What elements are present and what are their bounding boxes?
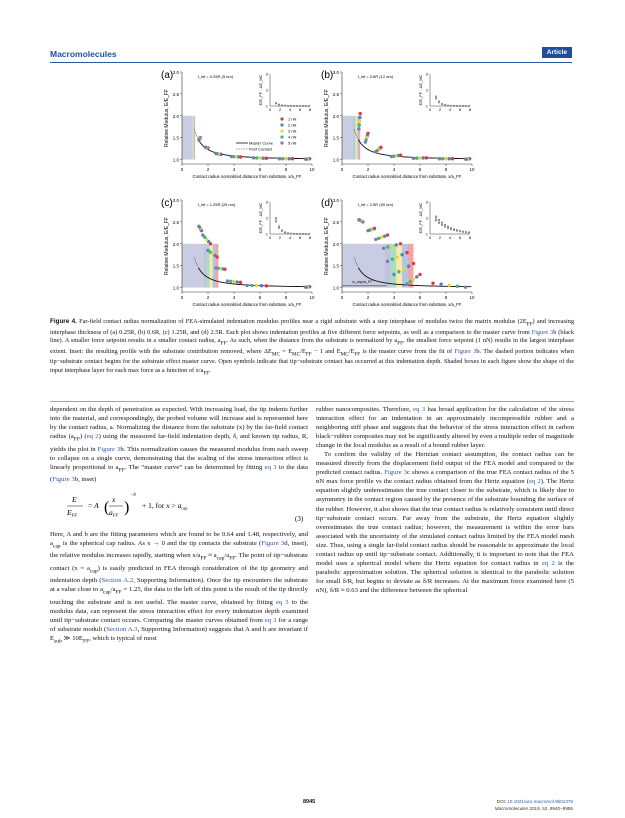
svg-text:8: 8: [308, 107, 312, 112]
equation-3: [50, 488, 308, 526]
section-divider: [50, 401, 574, 402]
svg-text:2.0: 2.0: [172, 113, 179, 119]
svg-text:1.0: 1.0: [172, 285, 179, 291]
svg-text:0: 0: [268, 235, 272, 240]
svg-text:8: 8: [308, 235, 312, 240]
eq-3-link[interactable]: eq 3: [264, 616, 277, 624]
svg-text:t_int = 0.25R (5 nm): t_int = 0.25R (5 nm): [197, 74, 234, 79]
svg-text:x: x: [112, 495, 116, 505]
svg-text:1.0: 1.0: [332, 157, 339, 163]
eq-2-link[interactable]: eq 2: [541, 559, 555, 567]
figure-3-link[interactable]: Figure 3: [531, 328, 554, 336]
svg-text:2.0: 2.0: [172, 241, 179, 247]
svg-text:(d): (d): [321, 198, 334, 209]
svg-text:Relative Modulus, E/E_FF: Relative Modulus, E/E_FF: [164, 88, 170, 148]
svg-text:Contact radius normalized dist: Contact radius normalized distance from substrate, x/a_FF: [192, 174, 302, 179]
eq-3-link[interactable]: eq 3: [275, 598, 289, 606]
svg-text:4: 4: [448, 107, 452, 112]
svg-text:1: 1: [265, 231, 268, 237]
svg-text:EFF: $E_{FF}$: [67, 508, 78, 518]
svg-text:10: 10: [309, 167, 315, 172]
svg-text:10: 10: [469, 167, 475, 172]
svg-text:E/E_FF - ΔE_MC: E/E_FF - ΔE_MC: [258, 74, 263, 106]
svg-text:0: 0: [428, 107, 432, 112]
svg-text:8: 8: [284, 295, 288, 300]
svg-text:3.0: 3.0: [172, 70, 179, 75]
page-number: 8945: [303, 799, 316, 805]
svg-text:10: 10: [469, 295, 475, 300]
svg-text:2: 2: [438, 107, 442, 112]
svg-text:Contact radius normalized dist: Contact radius normalized distance from substrate, x/a_FF: [352, 174, 462, 179]
svg-text:t_int = 1.25R (25 nm): t_int = 1.25R (25 nm): [197, 202, 236, 207]
svg-text:Relative Modulus, E/E_FF: Relative Modulus, E/E_FF: [324, 216, 330, 276]
svg-text:1: 1: [425, 231, 428, 237]
paragraph: rubber nanocomposites. Therefore, eq 3 has broad application for the calculation of the stress interaction effect for an indentation in an approximately incompressible rubber and a neighboring stiff phase and suggests that the behavior of the stress interaction effect in carbon black−rubber composites may not be significantly altered by even a multiple order of magnitude change in the local modulus as a result of a bound rubber layer.: [316, 406, 575, 450]
svg-text:−b: −b: [130, 493, 136, 499]
svg-text:4: 4: [392, 295, 396, 300]
svg-text:1.5: 1.5: [172, 263, 179, 269]
section-a2-link[interactable]: Section A.2: [101, 577, 134, 585]
svg-text:2: 2: [278, 235, 282, 240]
svg-text:1.5: 1.5: [332, 263, 339, 269]
figure-4: [160, 64, 480, 319]
footer-citation: DOI: 10.1021/acs.macromol.9b01378 Macromolecules 2019, 52, 8940−8955: [494, 799, 573, 811]
svg-text:3 nN: 3 nN: [288, 128, 297, 134]
svg-text:0: 0: [428, 235, 432, 240]
svg-text:6: 6: [418, 295, 422, 300]
svg-text:2: 2: [265, 215, 268, 221]
svg-text:1.5: 1.5: [332, 135, 339, 141]
svg-text:6: 6: [458, 235, 462, 240]
svg-text:2 nN: 2 nN: [288, 122, 297, 128]
svg-text:2: 2: [206, 167, 210, 172]
svg-text:): ): [124, 499, 130, 517]
svg-text:1 nN: 1 nN: [288, 116, 297, 122]
right-column: [316, 405, 574, 595]
svg-text:6: 6: [418, 167, 422, 172]
svg-text:2: 2: [425, 215, 428, 221]
svg-text:2: 2: [206, 295, 210, 300]
svg-text:4: 4: [392, 167, 396, 172]
figure-3-link[interactable]: Figure 3: [384, 469, 408, 477]
svg-text:2.5: 2.5: [332, 219, 339, 225]
svg-text:3: 3: [265, 71, 268, 77]
svg-text:t_int = 0.6R (12 nm): t_int = 0.6R (12 nm): [357, 74, 394, 79]
svg-text:= A: = A: [88, 501, 99, 511]
svg-text:5 nN: 5 nN: [288, 140, 297, 146]
svg-text:1.0: 1.0: [332, 285, 339, 291]
svg-text:t_int = 2.5R (50 nm): t_int = 2.5R (50 nm): [357, 202, 394, 207]
svg-text:10: 10: [309, 295, 315, 300]
doi-link[interactable]: 10.1021/acs.macromol.9b01378: [507, 799, 573, 804]
svg-text:4: 4: [288, 235, 292, 240]
svg-text:2: 2: [278, 107, 282, 112]
svg-text:8: 8: [468, 107, 472, 112]
chart-c: [160, 192, 320, 320]
svg-text:3: 3: [265, 199, 268, 205]
svg-text:3.0: 3.0: [332, 198, 339, 203]
svg-text:E/E_FF - ΔE_MC: E/E_FF - ΔE_MC: [418, 74, 423, 106]
svg-text:Relative Modulus, E/E_FF: Relative Modulus, E/E_FF: [164, 216, 170, 276]
figure-3-link-2[interactable]: Figure 3: [454, 347, 477, 355]
svg-text:2: 2: [366, 167, 370, 172]
chart-a: [160, 64, 320, 192]
svg-text:3: 3: [425, 199, 428, 205]
figure-3-link[interactable]: Figure 3: [261, 540, 285, 548]
svg-text:8: 8: [284, 167, 288, 172]
svg-text:E/E_FF - ΔE_MC: E/E_FF - ΔE_MC: [418, 202, 423, 234]
svg-text:2: 2: [438, 235, 442, 240]
svg-text:3: 3: [425, 71, 428, 77]
journal-title: Macromolecules: [50, 49, 117, 59]
svg-text:3.0: 3.0: [332, 70, 339, 75]
svg-text:1.0: 1.0: [172, 157, 179, 163]
figure-caption: Figure 4. Far-field contact radius normalization of FEA-simulated indentation modulus profiles near a rigid substrate with a step interphase of modulus twice the matrix modulus $(2E_{FF})$ and increasing interphase thickness of (a) 0.25R, (b) 0.6R, (c) 1.25R, and (d) 2.5R. Each plot shows indentation profiles at five different force setpoints, as well as a comparison to the master curve from Figure 3b (black line). A smaller force setpoint results in a smaller contact radius, $a_{FF}$. As such, when the distance from the substrate is normalized by $a_{FF}$, the smallest force setpoint (1 nN) results in the largest interphase extent. Inset: the resulting profile with the substrate contribution removed, where $\Delta E_{MC} = E_{MC}/E_{FF} - 1$ and $E_{MC}/E_{FF}$ is the master curve from the fit of Figure 3b. The dashed portion indicates when tip−substrate contact begins for the substrate effect master curve. Open symbols indicate that tip−substrate contact has occurred at this indentation depth. Shaded boxes in each figure show the shape of the input interphase layer for each max force as a function of $x/a_{FF}$.: [50, 318, 574, 377]
svg-text:Relative Modulus, E/E_FF: Relative Modulus, E/E_FF: [324, 88, 330, 148]
eq-3-link[interactable]: eq 3: [264, 463, 277, 471]
svg-text:6: 6: [298, 107, 302, 112]
figure-3-link[interactable]: Figure 3: [97, 445, 121, 453]
svg-text:Master Curve: Master Curve: [249, 140, 274, 146]
svg-text:0: 0: [340, 167, 344, 172]
svg-text:Contact radius normalized dist: Contact radius normalized distance from substrate, x/a_FF: [192, 302, 302, 307]
svg-text:(: (: [104, 499, 110, 517]
eq-2-link[interactable]: eq 2: [86, 433, 99, 441]
svg-text:(3): (3): [295, 515, 304, 524]
svg-text:1: 1: [425, 103, 428, 109]
svg-text:2.5: 2.5: [172, 91, 179, 97]
svg-text:2: 2: [425, 87, 428, 93]
svg-text:6: 6: [458, 107, 462, 112]
svg-text:8: 8: [444, 167, 448, 172]
svg-text:8: 8: [468, 235, 472, 240]
chart-d: [320, 192, 480, 320]
svg-text:E: E: [72, 495, 77, 505]
svg-text:4: 4: [448, 235, 452, 240]
eq-2-link[interactable]: eq 2: [528, 478, 541, 486]
svg-text:2.0: 2.0: [332, 241, 339, 247]
svg-text:4 nN: 4 nN: [288, 134, 297, 140]
panel-a: [160, 64, 320, 192]
svg-text:(c): (c): [161, 198, 173, 209]
svg-text:4: 4: [232, 167, 236, 172]
svg-text:3.0: 3.0: [172, 198, 179, 203]
svg-text:(a): (a): [161, 70, 174, 81]
panel-c: [160, 192, 320, 320]
chart-b: [320, 64, 480, 192]
svg-text:2.5: 2.5: [332, 91, 339, 97]
svg-text:Contact radius normalized dist: Contact radius normalized distance from substrate, x/a_FF: [352, 302, 462, 307]
svg-text:2.0: 2.0: [332, 113, 339, 119]
svg-text:+ 1, for x > acap: + 1, for $x > a_{cap}$: [142, 501, 188, 511]
svg-text:2: 2: [265, 87, 268, 93]
svg-text:4: 4: [288, 107, 292, 112]
svg-text:1.5: 1.5: [172, 135, 179, 141]
svg-text:8: 8: [444, 295, 448, 300]
panel-b: [320, 64, 480, 192]
svg-text:0: 0: [340, 295, 344, 300]
svg-text:0: 0: [268, 107, 272, 112]
svg-text:aFF: $a_{FF}$: [109, 508, 119, 518]
paragraph: Here, A and b are the fitting parameters which are found to be 0.64 and 1.48, respectively, and $a_{cap}$ is the spherical cap radius. As x → 0 and the tip contacts the substrate (Figure 3d, inset), the relative modulus increases rapidly, starting when $x/a_{FF} \approx a_{cap}/a_{FF}$. The point of tip−substrate contact $(x = a_{cap})$ is easily predicted in FEA through consideration of the tip geometry and indentation depth (Section A.2, Supporting Information). Once the tip encounters the substrate at a value close to $a_{cap}/a_{FF} = 1.25$, the data to the left of this point is the result of the tip directly touching the substrate and is not useful. The master curve, obtained by fitting eq 3 to the modulus data, can represent the stress interaction effect for every indentation depth examined until tip−substrate contact occurs. Comparing the master curves obtained from eq 3 for a range of substrate moduli (Section A.3, Supporting Information) suggests that A and b are invariant if $E_{sub}$ ≫ $10E_{FF}$, which is typical of most: [50, 531, 309, 645]
paragraph: dependent on the depth of penetration as expected. With increasing load, the tip indents further into the material, and correspondingly, the probed volume will increase and is represented here by the contact radius, a. Normalizing the distance from the substrate (x) by the far-field contact radius $(a_{FF})$ (eq 2) using the measured far-field indentation depth, δ, and known tip radius, R, yields the plot in Figure 3b. This normalization causes the measured modulus from each sweep to collapse on a single curve, demonstrating that the scaling of the stress interaction effect is linearly proportional to $a_{FF}$. The “master curve” can be determined by fitting eq 3 to the data (Figure 3b, inset): [50, 406, 309, 483]
svg-text:6: 6: [258, 167, 262, 172]
article-badge: Article: [542, 47, 572, 58]
eq-3-link[interactable]: eq 3: [413, 406, 426, 413]
svg-text:(b): (b): [321, 70, 334, 81]
panel-d: [320, 192, 480, 320]
journal-header: [50, 50, 572, 63]
svg-text:2: 2: [366, 295, 370, 300]
svg-text:6: 6: [258, 295, 262, 300]
paragraph: To confirm the validity of the Hertzian contact assumption, the contact radius can be measured directly from the displacement field output of the FEA model and compared to the predicted contact radius. Figure 3c shows a comparison of the true FEA contact radius of the 5 nN max force profile vs the contact radius obtained from the Hertz equation (eq 2). The Hertz equation slightly underestimates the true contact closer to the substrate, which is likely due to asymmetry in the contact region caused by the presence of the substrate bounding the surface of the rubber. However, it also shows that the true contact radius is relatively consistent until direct tip−substrate contact occurs. Far away from the substrate, the Hertz equation slightly overestimates the true contact radius; however, the measurement is within the error bars associated with the uncertainty of the simulated contact radius limited by the FEA model mesh size. Thus, using a single far-field contact radius should be reasonable to approximate the local contact radius up until tip−substrate contact. Additionally, it is important to note that the FEA model uses a spherical model where the Hertz equation for contact radius in eq 2 is the parabolic approximation solution. The spherical solution is identical to the parabolic solution for small δ/R, but begins to deviate as δ/R increases. At the maximum force examined here (5 nN), δ/R ≈ 0.63 and the difference between the spherical: [316, 451, 575, 594]
svg-text:1: 1: [265, 103, 268, 109]
svg-text:0: 0: [180, 167, 184, 172]
svg-text:Post Contact: Post Contact: [249, 146, 272, 152]
svg-text:4: 4: [232, 295, 236, 300]
left-column: [50, 405, 308, 646]
svg-text:2.5: 2.5: [172, 219, 179, 225]
section-a3-link[interactable]: Section A.3: [106, 625, 138, 633]
svg-text:0: 0: [180, 295, 184, 300]
equation-svg: [50, 488, 308, 526]
svg-text:6: 6: [298, 235, 302, 240]
svg-text:a_cap/a_FF: a_cap/a_FF: [352, 280, 373, 285]
figure-label: Figure 4.: [50, 318, 77, 325]
figure-3-link[interactable]: Figure 3: [52, 475, 75, 483]
svg-text:E/E_FF - ΔE_MC: E/E_FF - ΔE_MC: [258, 202, 263, 234]
